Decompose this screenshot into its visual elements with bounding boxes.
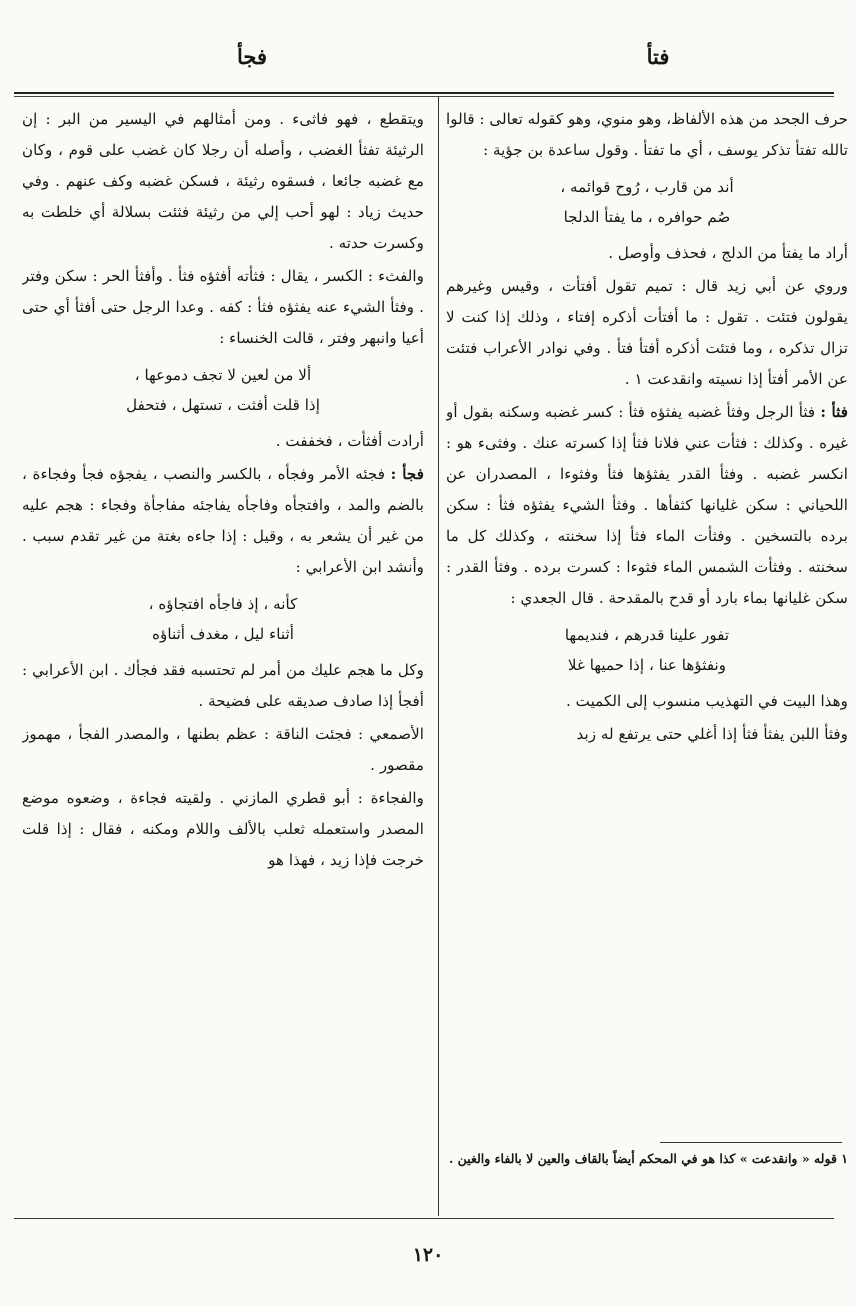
verse-line: أثناء ليل ، مغدف أثناؤه (152, 625, 294, 643)
entry-body: فجئه الأمر وفجأه ، بالكسر والنصب ، يفجؤه فجأ وفجاءة ، بالضم والمد ، وافتجأه وفاجأه يفاجئه مفاجأة وفجاء : هجم عليه من غير أن يشعر به ، وقيل : إذا جاءه بغتة من غير تقدم سبب . وأنشد ابن الأعرابي : (22, 465, 424, 576)
right-paragraph-2: أراد ما يفتأ من الدلج ، فحذف وأوصل . (608, 244, 848, 262)
verse-line: إذا قلت أفثت ، تستهل ، فتحفل (126, 396, 320, 414)
right-verse-2 (446, 620, 848, 680)
header-rule (14, 92, 834, 94)
entry-headword: فجأ : (390, 465, 424, 483)
left-paragraph-2: والفثء : الكسر ، يقال : فثأته أفثؤه فثأ . وأفثأ الحر : سكن وفتر . وفثأ الشيء عنه يفثؤه فثأ : كفه . وعدا الرجل حتى أفثأ أي حتى أعيا وانبهر وفتر ، قالت الخنساء : (22, 267, 424, 347)
left-entry-fajaa (22, 459, 424, 583)
left-verse-1 (22, 360, 424, 420)
right-paragraph-3: وروي عن أبي زيد قال : تميم تقول أفتأت ، وقيس وغيرهم يقولون فتئت . تقول : ما أفتأت أذكره إفتاء ، وذلك إذا كنت لا تزال تذكره ، وما فتئت أذكره أفتأ فتأ . وفي نوادر الأعراب فتئت عن الأمر أفتأ إذا نسيته وانقدعت ١ . (446, 277, 848, 388)
entry-body: فثأ الرجل وفثأ غضبه يفثؤه فثأ : كسر غضبه وسكنه بقول أو غيره . وكذلك : فثأت عني فلانا فثأ إذا كسرته عنك . وفثىء هو : انكسر غضبه . وفثأ القدر يفثؤها فثأ وفثوءا ، المصدران عن اللحياني : سكن غليانها كثفأها . وفثأ الشيء يفثؤه فثأ : سكن برده بالتسخين . وفثأت الماء فثأ إذا سخنته ، وكذلك كل ما سخنته . وفثأت الشمس الماء فثوءا : كسرت برده . وفثأ القدر : سكن غليانها بماء بارد أو قدح بالمقدحة . قال الجعدي : (446, 403, 848, 607)
left-paragraph-5: وكل ما هجم عليك من أمر لم تحتسبه فقد فجأك . ابن الأعرابي : أفجأ إذا صادف صديقه على فضيحة . (22, 661, 424, 710)
verse-line: ألا من لعين لا تجف دموعها ، (134, 366, 312, 384)
verse-line: صُم حوافره ، ما يفتأ الدلجا (563, 208, 731, 226)
left-paragraph-6: الأصمعي : فجئت الناقة : عظم بطنها ، والمصدر الفجأ ، مهموز مقصور . (22, 725, 424, 774)
right-paragraph-6: وفثأ اللبن يفثأ فثأ إذا أغلي حتى يرتفع له زبد (576, 725, 848, 743)
right-paragraph-5: وهذا البيت في التهذيب منسوب إلى الكميت . (566, 692, 848, 710)
left-verse-2 (22, 589, 424, 649)
footer-rule (14, 1218, 834, 1219)
left-paragraph-7: والفجاءة : أبو قطري المازني . ولقيته فجاءة ، وضعوه موضع المصدر واستعمله ثعلب بالألف واللام ومكنه ، فقال : إذا قلت خرجت فإذا زيد ، فهذا هو (22, 789, 424, 869)
entry-headword: فثأ : (820, 403, 848, 421)
left-column (22, 104, 424, 1212)
right-column (446, 104, 848, 1140)
right-paragraph-1: حرف الجحد من هذه الألفاظ، وهو منوي، وهو كقوله تعالى : قالوا تالله تفتأ تذكر يوسف ، أي ما تفتأ . وقول ساعدة بن جؤية : (446, 110, 848, 159)
footnote: ١ قوله « وانقدعت » كذا هو في المحكم أيضاً بالقاف والعين لا بالفاء والغين . (448, 1151, 848, 1166)
header-left-word: فجأ (237, 44, 267, 69)
left-paragraph-3: أرادت أفثأت ، فخففت . (275, 432, 424, 450)
footnote-rule (660, 1142, 842, 1143)
verse-line: ونفثؤها عنا ، إذا حميها غلا (567, 656, 727, 674)
verse-line: أند من قارب ، رُوح قوائمه ، (560, 178, 734, 196)
page-number: ١٢٠ (412, 1244, 444, 1266)
right-verse-1 (446, 172, 848, 232)
header-rule-thin (14, 96, 834, 97)
left-paragraph-1: ويتقطع ، فهو فاثىء . ومن أمثالهم في اليسير من البر : إن الرثيئة تفثأ الغضب ، وأصله أن رجلا كان غضب على قوم ، وكان مع غضبه جائعا ، فسقوه رثيئة ، فسكن غضبه وكف عنهم . وفي حديث زياد : لهو أحب إلي من رثيئة فثئت بسلالة أي خلطت به وكسرت حدته . (22, 110, 424, 252)
verse-line: كأنه ، إذ فاجأه افتجاؤه ، (148, 595, 298, 613)
header-right-word: فتأ (646, 44, 670, 69)
right-entry-fatha (446, 397, 848, 614)
column-divider (438, 96, 439, 1216)
verse-line: تفور علينا قدرهم ، فنديمها (564, 626, 730, 644)
